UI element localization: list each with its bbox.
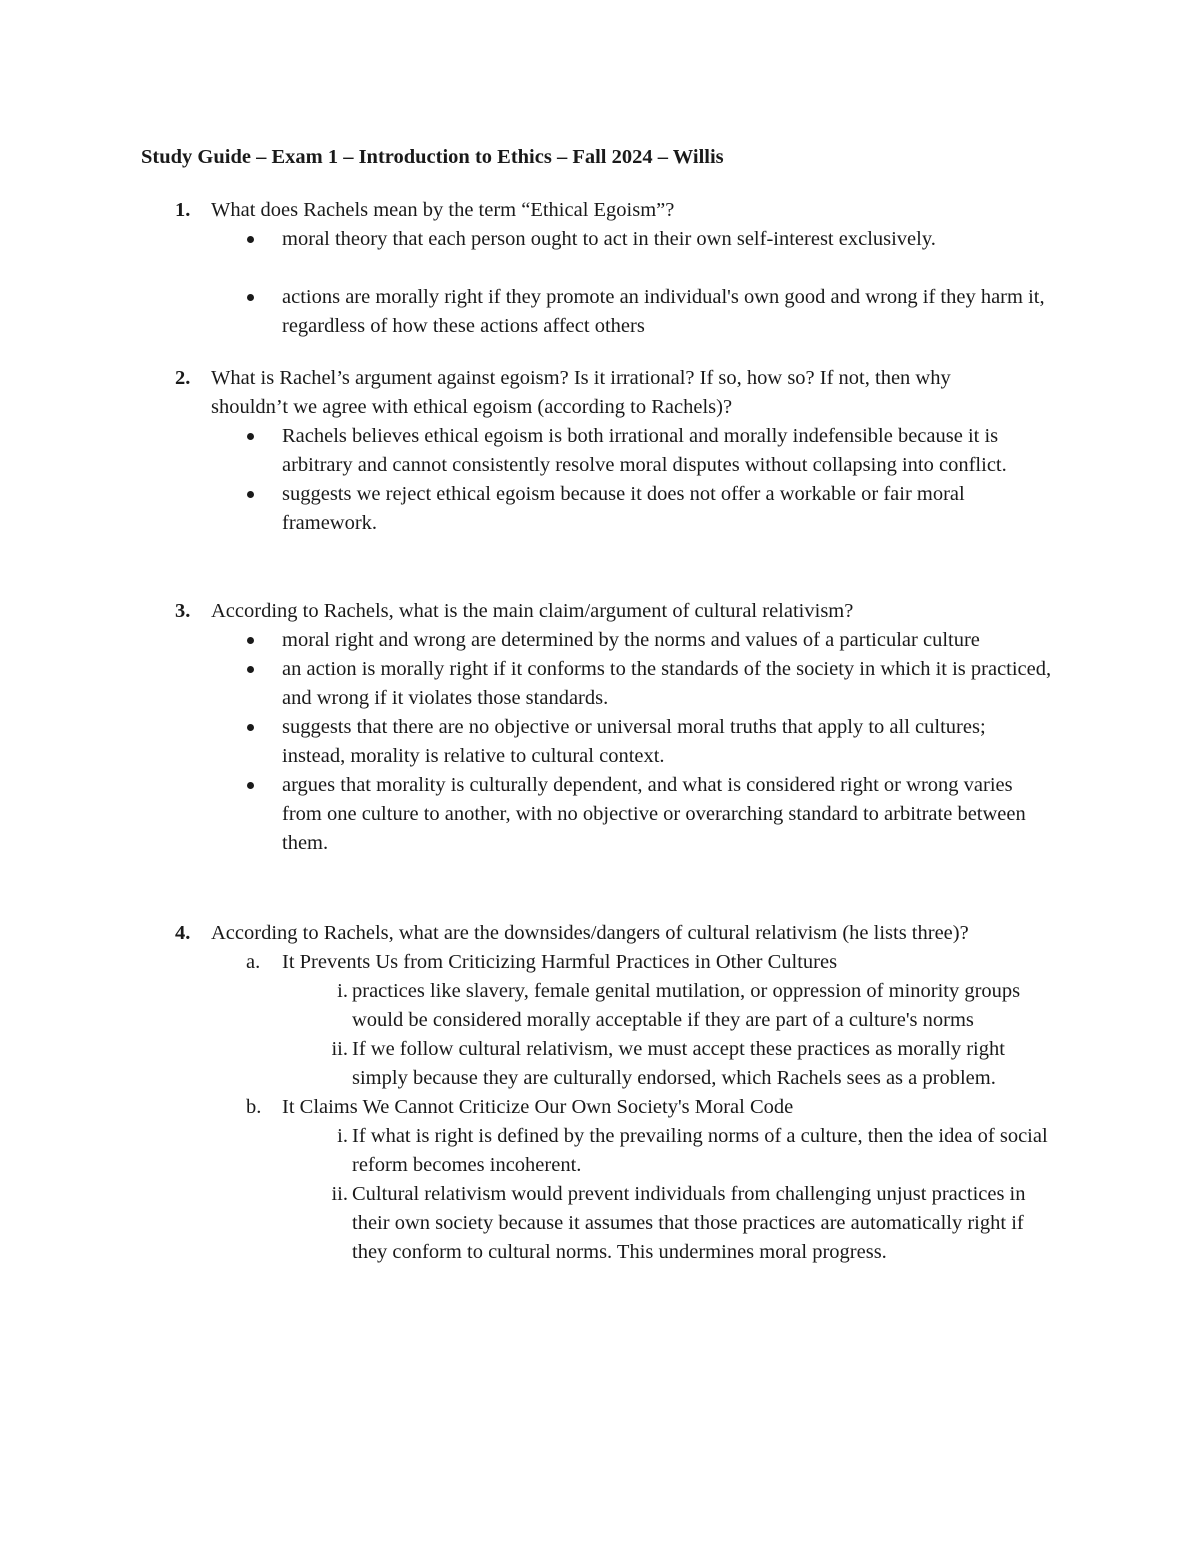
bullet-text: argues that morality is culturally dependent, and what is considered right or wrong varies from one culture to another, with no objective or overarching standard to arbitrate between them. [282,774,1026,854]
question-4 [175,919,1055,1267]
item-text: practices like slavery, female genital mutilation, or oppression of minority groups would be considered morally acceptable if they are part of a culture's norms [352,980,1021,1031]
item-mark: i. [337,980,348,1002]
item-text: If we follow cultural relativism, we must accept these practices as morally right simply because they are culturally endorsed, which Rachels sees as a problem. [352,1038,1005,1089]
bullet-text: suggests that there are no objective or universal moral truths that apply to all cultures; instead, morality is relative to cultural context. [282,716,986,767]
subpoint-b-item-ii [331,1180,1062,1267]
bullet-text: an action is morally right if it conforms to the standards of the society in which it is practiced, and wrong if it violates those standards. [282,658,1052,709]
bullet-item [282,422,1052,480]
subpoint-b [246,1093,1052,1122]
bullet-text: moral theory that each person ought to act in their own self-interest exclusively. [282,228,936,250]
bullet-icon [247,637,254,644]
question-text: According to Rachels, what is the main claim/argument of cultural relativism? [211,600,854,622]
bullet-item [282,225,1052,254]
bullet-item [282,480,1052,538]
bullet-icon [247,724,254,731]
bullet-icon [247,294,254,301]
bullet-item [282,283,1052,341]
bullet-icon [247,782,254,789]
question-3 [175,597,1055,858]
item-mark: ii. [331,1038,348,1060]
bullet-text: actions are morally right if they promote an individual's own good and wrong if they harm it, regardless of how these actions affect others [282,286,1045,337]
subpoint-text: It Claims We Cannot Criticize Our Own Society's Moral Code [282,1096,794,1118]
subpoint-b-item-i [337,1122,1062,1180]
bullet-item [282,655,1052,713]
question-2 [175,364,1055,538]
bullet-icon [247,236,254,243]
bullet-item [282,713,1052,771]
subpoint-text: It Prevents Us from Criticizing Harmful Practices in Other Cultures [282,951,838,973]
subpoint-a [246,948,1052,977]
subpoint-a-item-i [337,977,1062,1035]
bullet-icon [247,433,254,440]
question-text: What is Rachel’s argument against egoism? Is it irrational? If so, how so? If not, then why shouldn’t we agree with ethical egoism (according to Rachels)? [211,367,951,418]
bullet-icon [247,666,254,673]
question-number: 4. [175,922,191,944]
item-mark: ii. [331,1183,348,1205]
subpoint-a-item-ii [331,1035,1062,1093]
page-title: Study Guide – Exam 1 – Introduction to Ethics – Fall 2024 – Willis [141,146,724,168]
bullet-icon [247,491,254,498]
item-mark: i. [337,1125,348,1147]
item-text: Cultural relativism would prevent individuals from challenging unjust practices in their own society because it assumes that those practices are automatically right if they conform to cultural norms. This undermines moral progress. [352,1183,1026,1263]
question-text: According to Rachels, what are the downsides/dangers of cultural relativism (he lists three)? [211,922,969,944]
bullet-text: suggests we reject ethical egoism because it does not offer a workable or fair moral framework. [282,483,965,534]
bullet-text: Rachels believes ethical egoism is both irrational and morally indefensible because it is arbitrary and cannot consistently resolve moral disputes without collapsing into conflict. [282,425,1007,476]
bullet-text: moral right and wrong are determined by the norms and values of a particular culture [282,629,980,651]
item-text: If what is right is defined by the prevailing norms of a culture, then the idea of social reform becomes incoherent. [352,1125,1048,1176]
question-1 [175,196,1055,341]
question-text: What does Rachels mean by the term “Ethical Egoism”? [211,199,675,221]
subpoint-mark: b. [246,1096,262,1118]
bullet-item [282,626,1052,655]
question-number: 3. [175,600,191,622]
subpoint-mark: a. [246,951,261,973]
question-number: 1. [175,199,191,221]
question-number: 2. [175,367,191,389]
bullet-item [282,771,1052,858]
